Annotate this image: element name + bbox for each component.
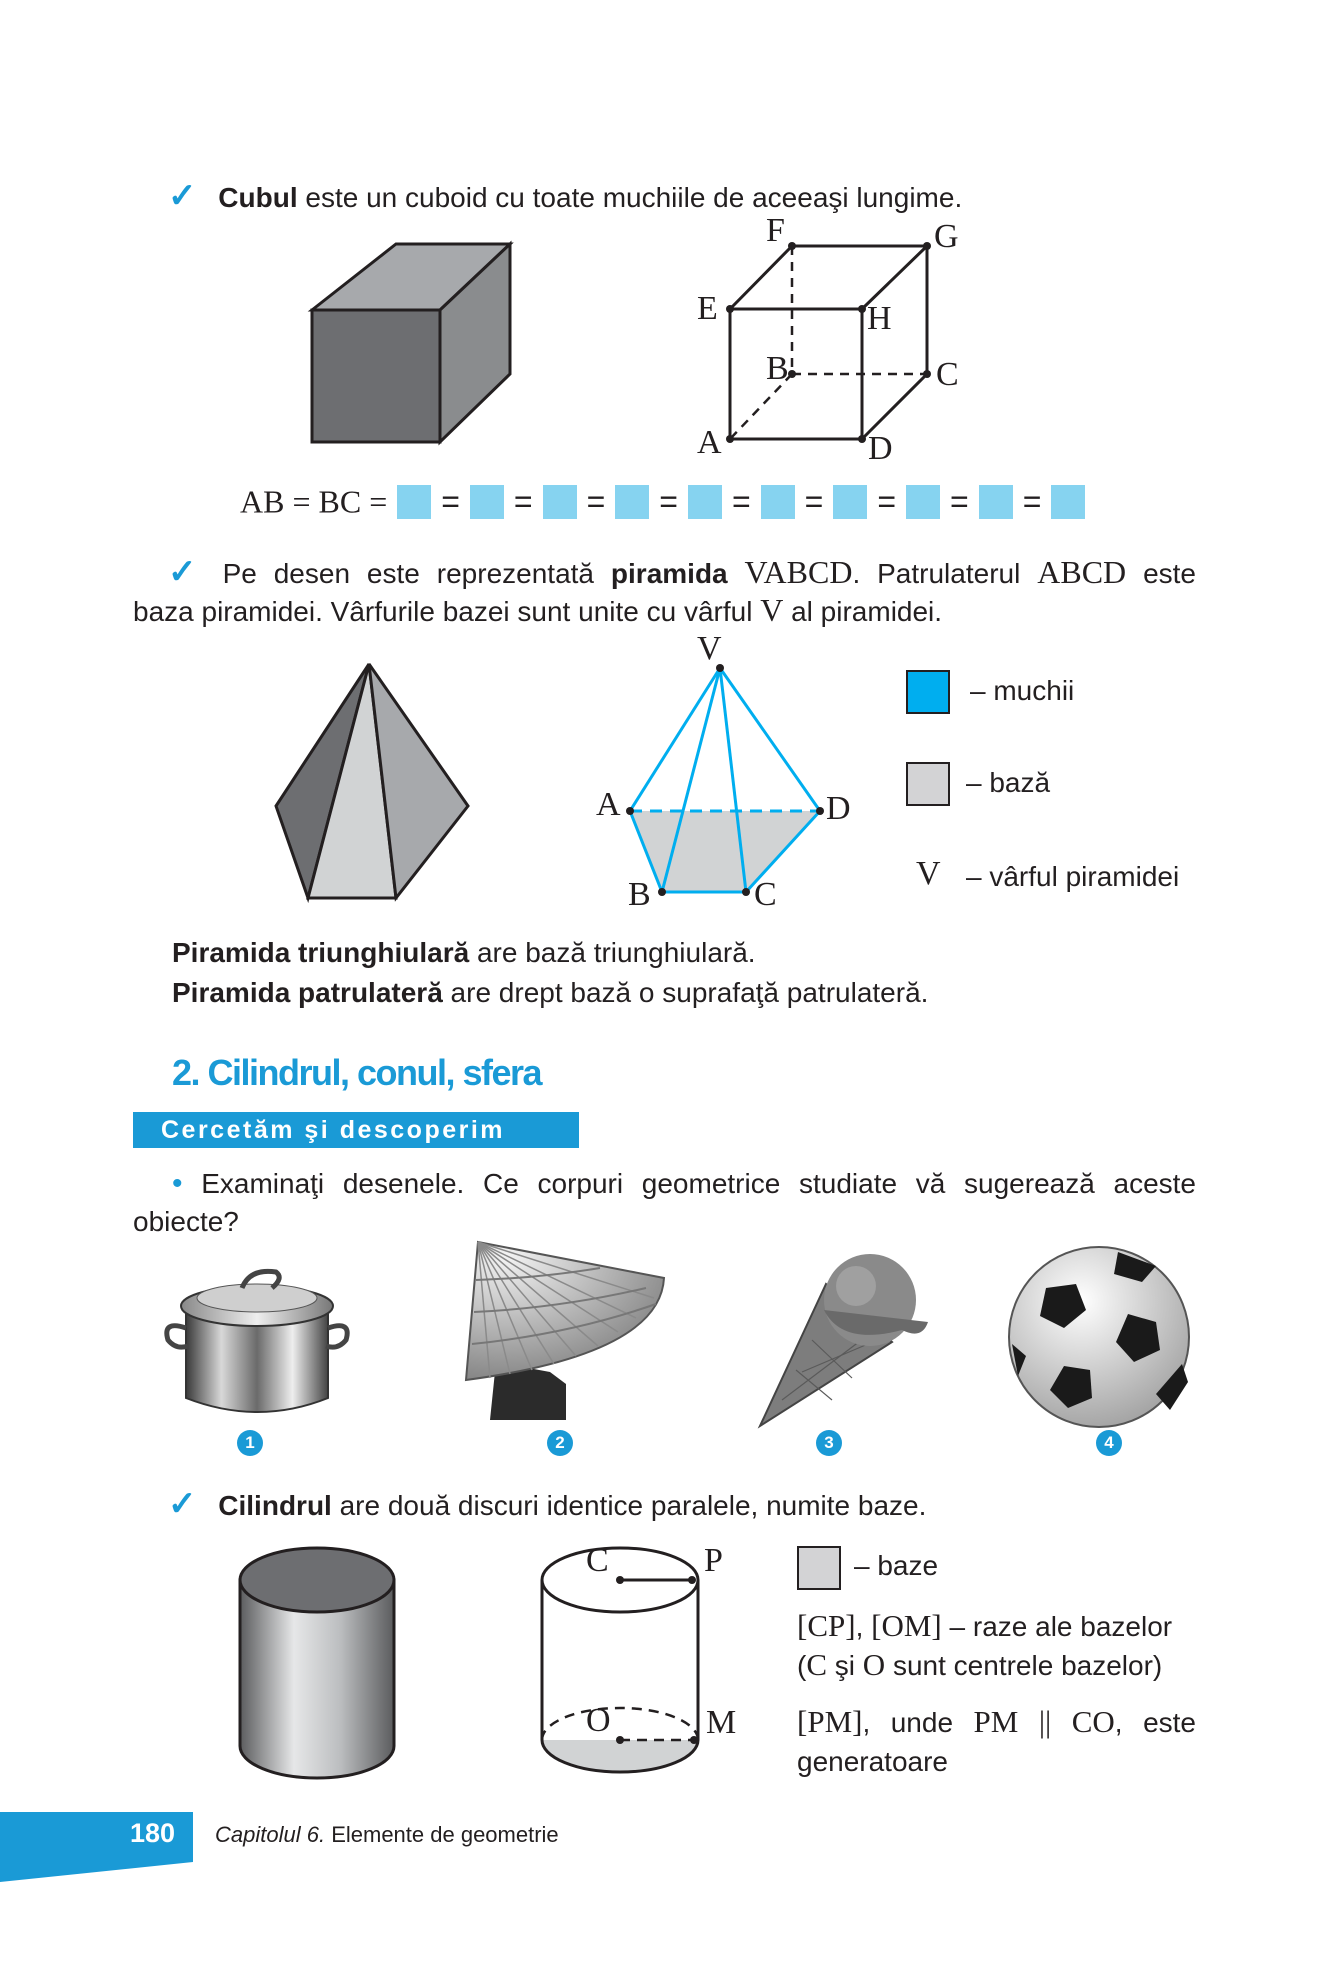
- chapter-footer: Capitolul 6. Elemente de geometrie: [215, 1822, 559, 1847]
- vertex-label-f: F: [766, 212, 785, 249]
- question-line1: • Examinaţi desenele. Ce corpuri geometrice studiate vă sugerează aceste: [172, 1167, 1196, 1200]
- question-line2: obiecte?: [133, 1206, 239, 1237]
- vertex-label-a: A: [697, 424, 722, 461]
- quadrilateral-pyramid-definition: Piramida patrulateră are drept bază o suprafaţă patrulateră.: [172, 977, 929, 1008]
- legend-apex-label: – vârful piramidei: [966, 861, 1180, 892]
- legend-edges-label: – muchii: [970, 675, 1075, 706]
- conical-hat-icon: [450, 1234, 672, 1420]
- vertex-label-c: C: [936, 356, 959, 393]
- check-icon: ✓: [168, 1485, 197, 1523]
- photo-number-2: 2: [547, 1430, 573, 1456]
- activity-banner: [133, 1112, 579, 1148]
- check-icon: ✓: [168, 553, 206, 591]
- pyramid-statement-line2: baza piramidei. Vârfurile bazei sunt unite cu vârful V al piramidei.: [133, 592, 943, 628]
- triangular-pyramid-definition: Piramida triunghiulară are bază triunghiulară.: [172, 937, 756, 968]
- legend-apex-symbol: V: [916, 855, 941, 892]
- answer-box[interactable]: [979, 485, 1013, 519]
- legend-bases-label: – baze: [854, 1550, 939, 1581]
- vertex-label-p: P: [704, 1542, 723, 1579]
- wireframe-cylinder-figure: [534, 1544, 714, 1784]
- answer-box[interactable]: [761, 485, 795, 519]
- vertex-label-c: C: [586, 1542, 609, 1579]
- check-icon: ✓: [168, 177, 197, 215]
- answer-box[interactable]: [615, 485, 649, 519]
- answer-box[interactable]: [833, 485, 867, 519]
- centers-line: (C şi O sunt centrele bazelor): [797, 1647, 1163, 1682]
- solid-pyramid-figure: [268, 660, 478, 910]
- page-number: 180: [130, 1818, 176, 1848]
- solid-cube-figure: [300, 238, 530, 458]
- vertex-label-d: D: [868, 430, 893, 467]
- legend-swatch-edges: [906, 670, 950, 714]
- vertex-label-b: B: [628, 876, 651, 913]
- section-title: 2. Cilindrul, conul, sfera: [172, 1052, 542, 1093]
- vertex-label-c: C: [754, 876, 777, 913]
- vertex-label-a: A: [596, 786, 621, 823]
- soccer-ball-icon: [1006, 1244, 1192, 1430]
- vertex-label-h: H: [867, 300, 892, 337]
- generator-line1: [PM], unde PM || CO, este: [797, 1704, 1197, 1739]
- radii-line: [CP], [OM] – raze ale bazelor: [797, 1608, 1173, 1643]
- vertex-label-o: O: [586, 1702, 611, 1739]
- cooking-pot-icon: [158, 1258, 354, 1428]
- answer-box[interactable]: [1051, 485, 1085, 519]
- cube-statement: ✓ Cubul este un cuboid cu toate muchiile de aceeaşi lungime.: [168, 177, 963, 215]
- vertex-label-d: D: [826, 790, 851, 827]
- cylinder-statement: ✓ Cilindrul are două discuri identice paralele, numite baze.: [168, 1485, 927, 1523]
- photo-number-1: 1: [237, 1430, 263, 1456]
- photo-number-4: 4: [1096, 1430, 1122, 1456]
- legend-swatch-base: [906, 762, 950, 806]
- solid-cylinder-figure: [232, 1544, 402, 1784]
- answer-box[interactable]: [397, 485, 431, 519]
- legend-swatch-bases: [797, 1546, 841, 1590]
- vertex-label-m: M: [706, 1704, 737, 1741]
- activity-banner-label: Cercetăm şi descoperim: [161, 1116, 506, 1144]
- photo-number-3: 3: [816, 1430, 842, 1456]
- answer-box[interactable]: [688, 485, 722, 519]
- vertex-label-g: G: [934, 218, 959, 255]
- bullet-icon: •: [172, 1167, 183, 1200]
- legend-base-label: – bază: [966, 767, 1051, 798]
- generator-line2: generatoare: [797, 1746, 949, 1777]
- ice-cream-cone-icon: [752, 1250, 942, 1430]
- vertex-label-b: B: [766, 350, 789, 387]
- answer-box[interactable]: [543, 485, 577, 519]
- pyramid-statement-line1: ✓ Pe desen este reprezentată piramida VABCD. Patrulaterul ABCD este: [168, 553, 1197, 591]
- answer-box[interactable]: [470, 485, 504, 519]
- vertex-label-e: E: [697, 290, 718, 327]
- edge-equality-row: AB = BC = = = = = = = = = =: [240, 477, 1095, 524]
- vertex-label-v: V: [697, 630, 722, 667]
- wireframe-pyramid-figure: [610, 650, 850, 910]
- answer-box[interactable]: [906, 485, 940, 519]
